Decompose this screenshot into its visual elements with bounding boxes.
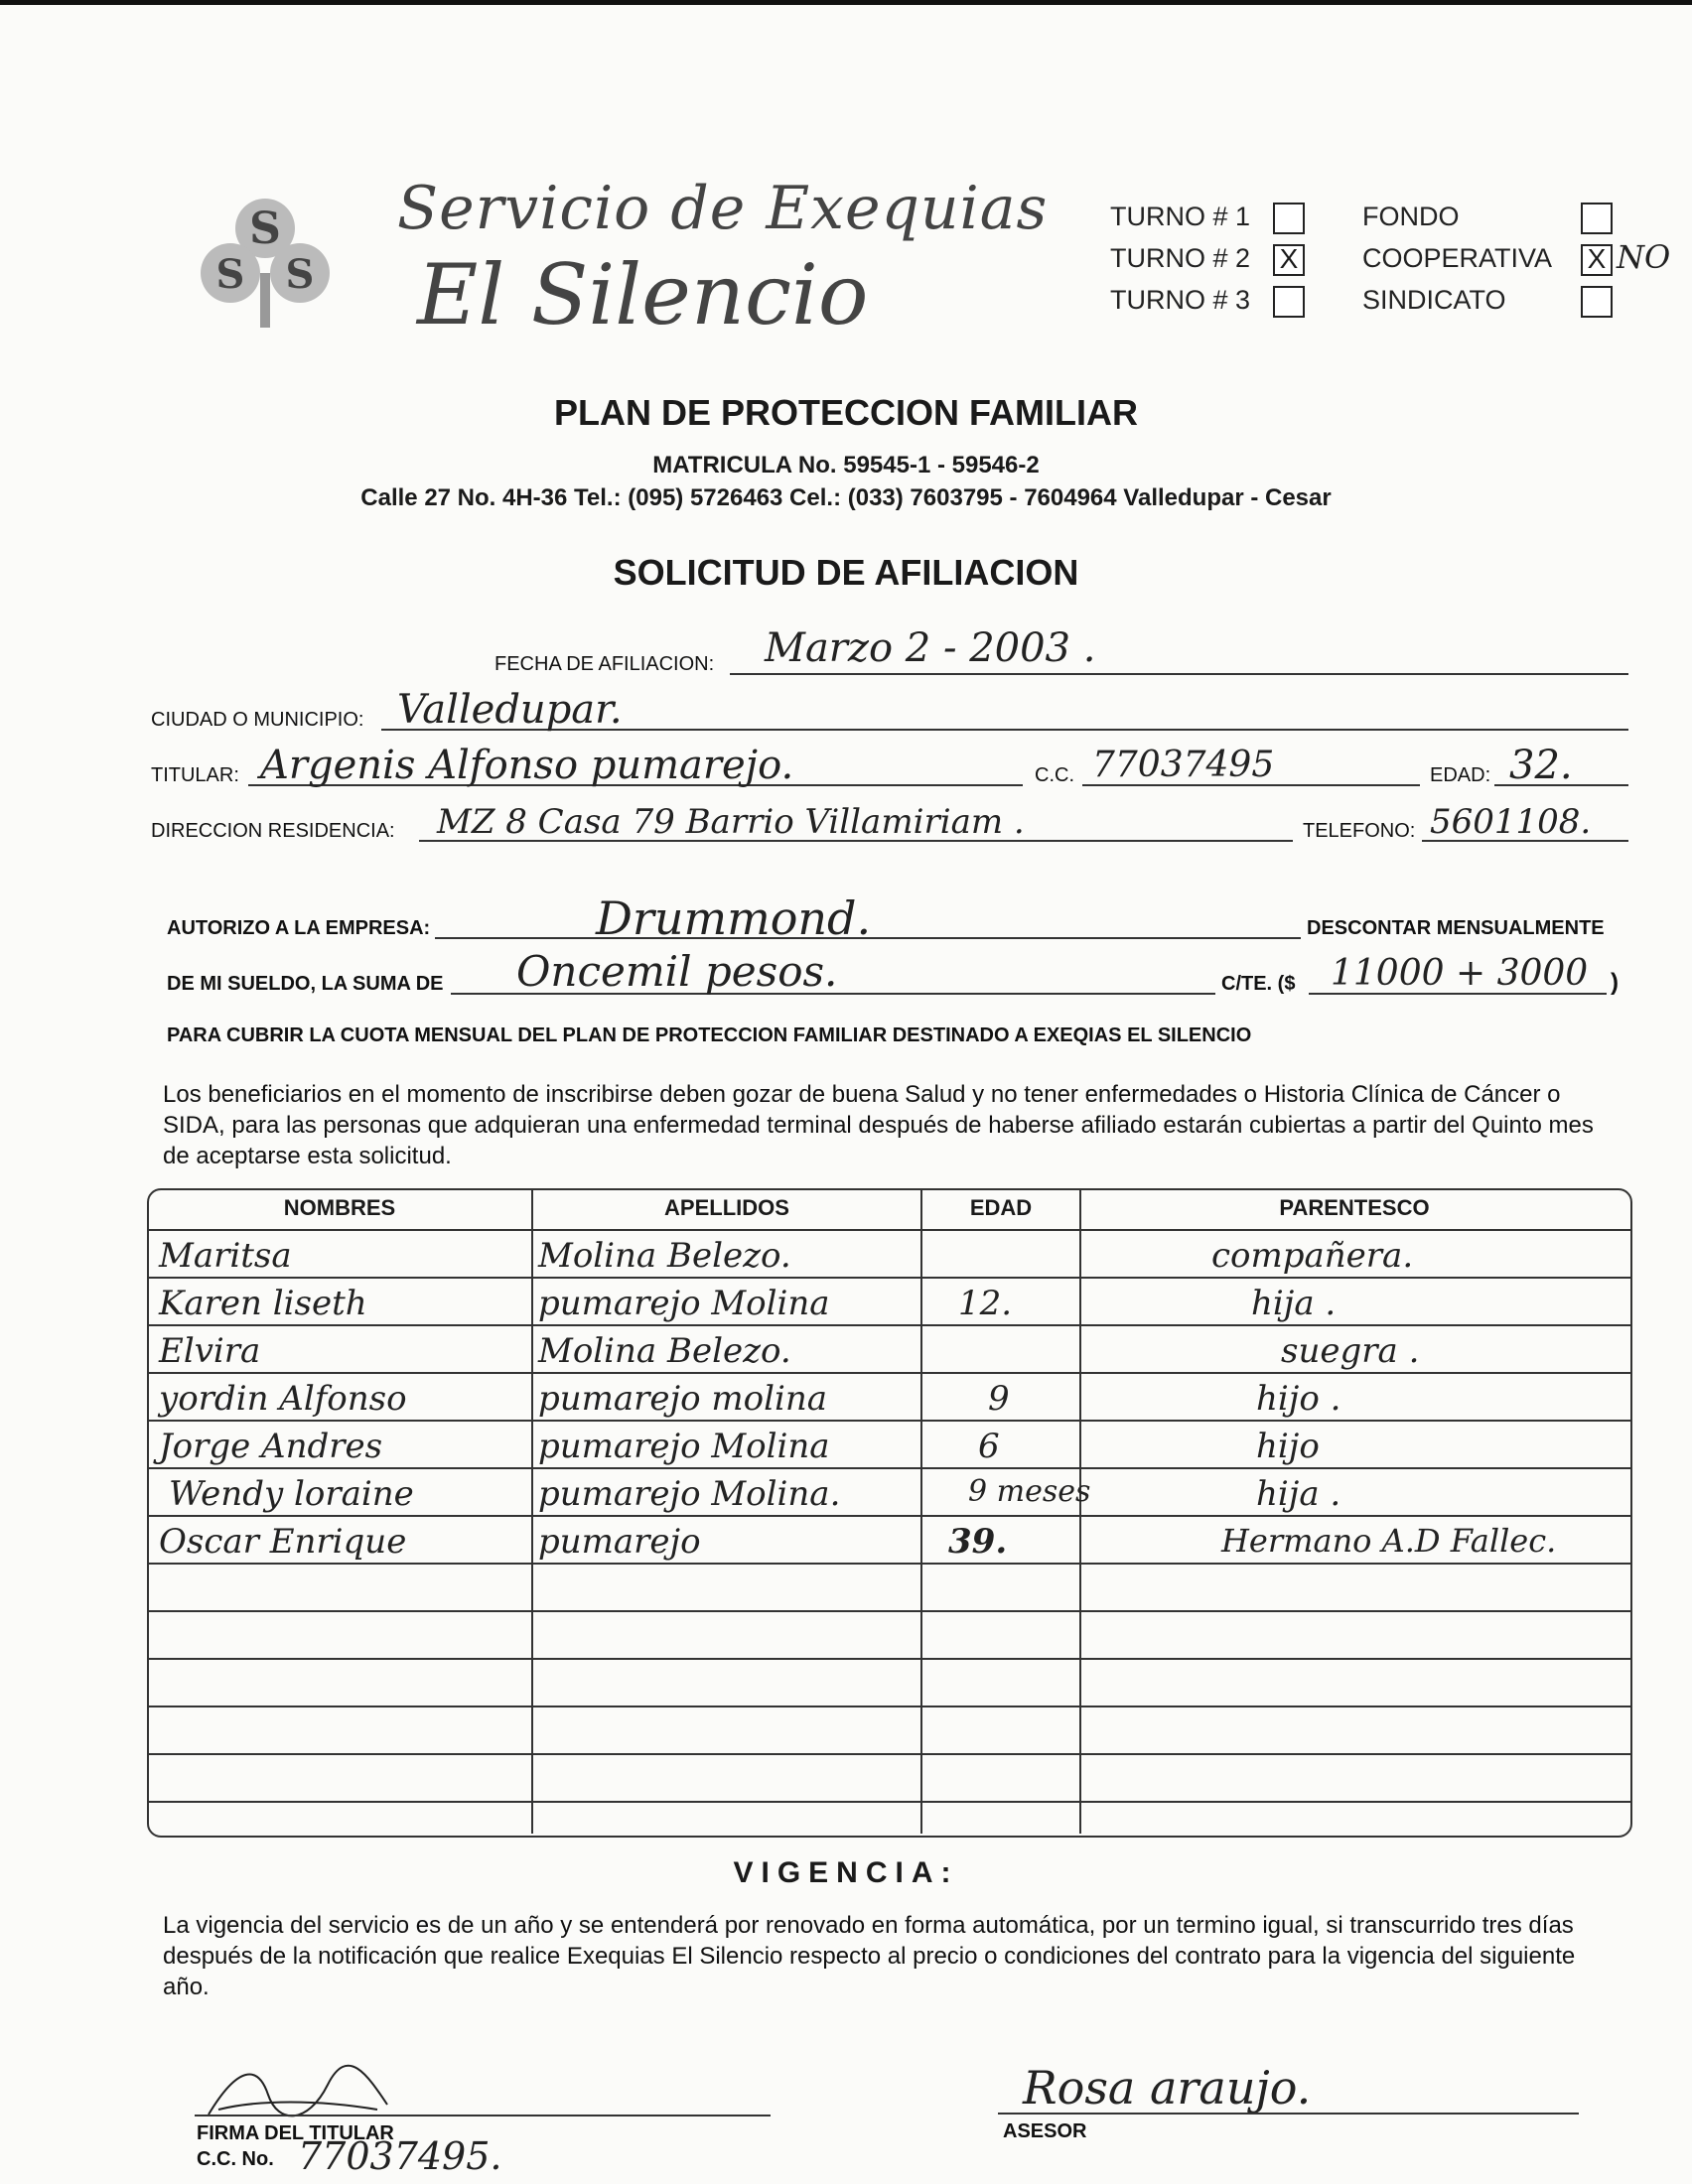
row-4-apellidos[interactable]: pumarejo molina [538, 1379, 827, 1419]
turno-3-checkbox[interactable] [1273, 286, 1305, 318]
company-address: Calle 27 No. 4H-36 Tel.: (095) 5726463 Cel.: (033) 7603795 - 7604964 Valledupar - Cesar [360, 484, 1332, 511]
row-6-edad[interactable]: 9 meses [968, 1474, 1091, 1509]
fondo-checkbox[interactable] [1581, 203, 1613, 234]
asesor-label: ASESOR [1003, 2120, 1087, 2142]
row-7-edad[interactable]: 39. [948, 1522, 1008, 1562]
turno-2-checkbox[interactable]: X [1273, 244, 1305, 276]
turno-1-checkbox[interactable] [1273, 203, 1305, 234]
row-6-parentesco[interactable]: hija . [1256, 1474, 1341, 1514]
asesor-underline [998, 2113, 1579, 2115]
ciudad-value[interactable]: Valledupar. [397, 687, 623, 733]
row-6-apellidos[interactable]: pumarejo Molina. [538, 1474, 841, 1514]
option-fondo-label: FONDO [1362, 202, 1460, 231]
row-1-nombres[interactable]: Maritsa [159, 1236, 292, 1276]
telefono-label: TELEFONO: [1303, 820, 1416, 842]
direccion-label: DIRECCION RESIDENCIA: [151, 820, 395, 842]
option-turno-1-label: TURNO # 1 [1110, 202, 1251, 231]
edad-label: EDAD: [1430, 764, 1491, 786]
telefono-value[interactable]: 5601108. [1430, 802, 1592, 842]
row-5-nombres[interactable]: Jorge Andres [159, 1427, 383, 1466]
firma-label: FIRMA DEL TITULAR [197, 2122, 394, 2144]
edad-value[interactable]: 32. [1509, 743, 1573, 788]
brand-line-2: El Silencio [417, 246, 869, 343]
titular-value[interactable]: Argenis Alfonso pumarejo. [260, 743, 794, 788]
titular-cc-value[interactable]: 77037495. [298, 2134, 502, 2178]
direccion-value[interactable]: MZ 8 Casa 79 Barrio Villamiriam . [437, 802, 1025, 842]
logo-letter-left: S [215, 251, 245, 298]
fecha-label: FECHA DE AFILIACION: [494, 653, 715, 675]
cooperativa-checkbox[interactable]: X [1581, 244, 1613, 276]
suma-label: DE MI SUELDO, LA SUMA DE [167, 973, 444, 995]
autorizo-label: AUTORIZO A LA EMPRESA: [167, 917, 431, 939]
row-5-apellidos[interactable]: pumarejo Molina [538, 1427, 830, 1466]
option-cooperativa-label: COOPERATIVA [1362, 243, 1553, 273]
form-title: SOLICITUD DE AFILIACION [613, 552, 1079, 593]
row-7-nombres[interactable]: Oscar Enrique [159, 1522, 407, 1562]
header-apellidos: APELLIDOS [664, 1195, 789, 1220]
row-4-parentesco[interactable]: hijo . [1256, 1379, 1341, 1419]
top-border [0, 0, 1692, 5]
cuota-text: PARA CUBRIR LA CUOTA MENSUAL DEL PLAN DE PROTECCION FAMILIAR DESTINADO A EXEQIAS EL SILENCIO [167, 1024, 1252, 1046]
plan-title: PLAN DE PROTECCION FAMILIAR [553, 392, 1138, 433]
vigencia-text: La vigencia del servicio es de un año y se entenderá por renovado en forma automática, por un termino igual, si transcurrido tres días después de la notificación que realice Exequias El Silencio respecto al precio o condiciones del contrato para la vigencia del siguiente año. [163, 1912, 1576, 2000]
ciudad-label: CIUDAD O MUNICIPIO: [151, 709, 364, 731]
row-2-edad[interactable]: 12. [958, 1284, 1013, 1323]
option-turno-2-label: TURNO # 2 [1110, 243, 1251, 273]
fecha-value[interactable]: Marzo 2 - 2003 . [765, 625, 1096, 671]
logo-letter-right: S [285, 251, 315, 298]
header-parentesco: PARENTESCO [1279, 1195, 1430, 1220]
row-2-nombres[interactable]: Karen liseth [159, 1284, 367, 1323]
row-2-parentesco[interactable]: hija . [1251, 1284, 1337, 1323]
cc-label: C.C. [1035, 764, 1074, 786]
option-sindicato-label: SINDICATO [1362, 285, 1506, 315]
beneficiaries-note: Los beneficiarios en el momento de inscribirse deben gozar de buena Salud y no tener enfermedades o Historia Clínica de Cáncer o SIDA, para las personas que adquieran una enfermedad terminal después de haberse afiliado estarán cubiertas a partir del Quinto mes de aceptarse esta solicitud. [163, 1081, 1594, 1169]
cte-label: C/TE. ($ [1221, 973, 1296, 995]
suma-value[interactable]: Oncemil pesos. [516, 947, 838, 996]
row-4-nombres[interactable]: yordin Alfonso [159, 1379, 407, 1419]
row-6-nombres[interactable]: Wendy loraine [169, 1474, 414, 1514]
cc-value[interactable]: 77037495 [1092, 745, 1275, 785]
header-nombres: NOMBRES [283, 1195, 396, 1220]
row-4-edad[interactable]: 9 [988, 1379, 1010, 1419]
descontar-label: DESCONTAR MENSUALMENTE [1307, 917, 1605, 939]
cooperativa-note: NO [1617, 238, 1671, 276]
cte-close: ) [1611, 969, 1619, 996]
asesor-name: Rosa araujo. [1023, 2061, 1312, 2115]
fecha-underline [730, 673, 1628, 675]
titular-cc-label: C.C. No. [197, 2148, 274, 2170]
cte-value[interactable]: 11000 + 3000 [1331, 953, 1589, 994]
logo-letter-top: S [249, 204, 281, 254]
header-edad: EDAD [969, 1195, 1033, 1220]
brand-line-1: Servicio de Exequias [397, 174, 1049, 243]
firma-underline [195, 2115, 771, 2116]
option-turno-3-label: TURNO # 3 [1110, 285, 1251, 315]
vigencia-title: VIGENCIA: [733, 1856, 959, 1889]
matricula: MATRICULA No. 59545-1 - 59546-2 [652, 452, 1040, 478]
row-3-nombres[interactable]: Elvira [159, 1331, 261, 1371]
row-5-edad[interactable]: 6 [978, 1427, 1000, 1466]
empresa-value[interactable]: Drummond. [596, 891, 872, 945]
sindicato-checkbox[interactable] [1581, 286, 1613, 318]
row-3-apellidos[interactable]: Molina Belezo. [538, 1331, 791, 1371]
row-7-parentesco[interactable]: Hermano A.D Fallec. [1221, 1522, 1557, 1560]
row-5-parentesco[interactable]: hijo [1256, 1427, 1320, 1466]
row-3-parentesco[interactable]: suegra . [1281, 1331, 1420, 1371]
company-logo [181, 184, 350, 333]
row-1-parentesco[interactable]: compañera. [1211, 1236, 1414, 1276]
row-7-apellidos[interactable]: pumarejo [538, 1522, 701, 1562]
titular-label: TITULAR: [151, 764, 239, 786]
row-1-apellidos[interactable]: Molina Belezo. [538, 1236, 791, 1276]
row-2-apellidos[interactable]: pumarejo Molina [538, 1284, 830, 1323]
